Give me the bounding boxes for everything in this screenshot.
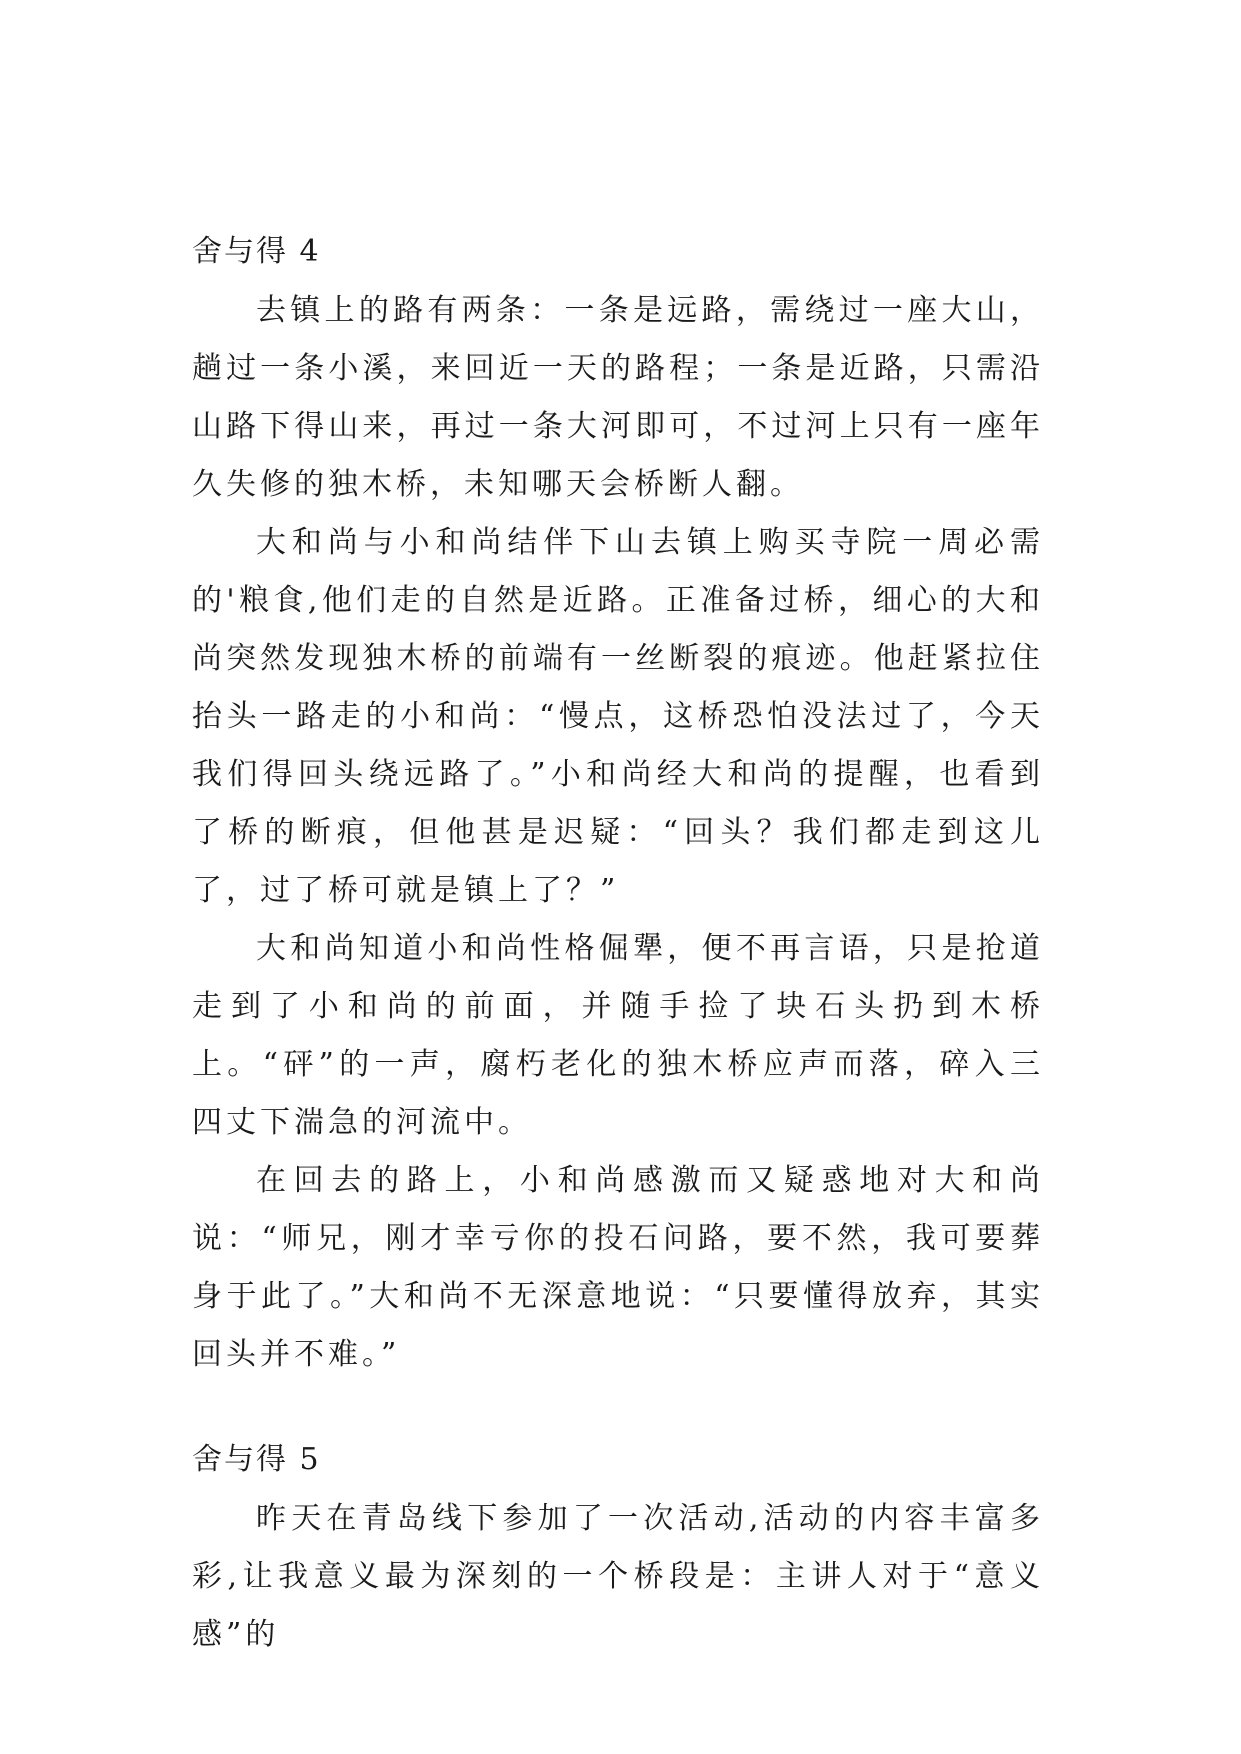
paragraph: 大和尚与小和尚结伴下山去镇上购买寺院一周必需的'粮食,他们走的自然是近路。正准备过桥，细心的大和尚突然发现独木桥的前端有一丝断裂的痕迹。他赶紧拉住抬头一路走的小和尚：“慢点，这桥恐怕没法过了，今天我们得回头绕远路了。”小和尚经大和尚的提醒，也看到了桥的断痕，但他甚是迟疑：“回头？我们都走到这儿了，过了桥可就是镇上了？”: [192, 525, 1044, 908]
paragraph: 去镇上的路有两条：一条是远路，需绕过一座大山，趟过一条小溪，来回近一天的路程；一条是近路，只需沿山路下得山来，再过一条大河即可，不过河上只有一座年久失修的独木桥，未知哪天会桥断人翻。: [192, 293, 1044, 502]
paragraph: 昨天在青岛线下参加了一次活动,活动的内容丰富多彩,让我意义最为深刻的一个桥段是：主讲人对于“意义感”的: [192, 1501, 1044, 1652]
paragraph: 在回去的路上，小和尚感激而又疑惑地对大和尚说：“师兄，刚才幸亏你的投石问路，要不然，我可要葬身于此了。”大和尚不无深意地说：“只要懂得放弃，其实回头并不难。”: [192, 1163, 1044, 1372]
section-spacer: [192, 1384, 1044, 1430]
document-page: [192, 222, 1044, 1664]
paragraph: 大和尚知道小和尚性格倔犟，便不再言语，只是抢道走到了小和尚的前面，并随手捡了块石头扔到木桥上。“砰”的一声，腐朽老化的独木桥应声而落，碎入三四丈下湍急的河流中。: [192, 931, 1044, 1140]
section-heading: 舍与得 5: [192, 1442, 321, 1477]
section-heading: 舍与得 4: [192, 234, 321, 269]
